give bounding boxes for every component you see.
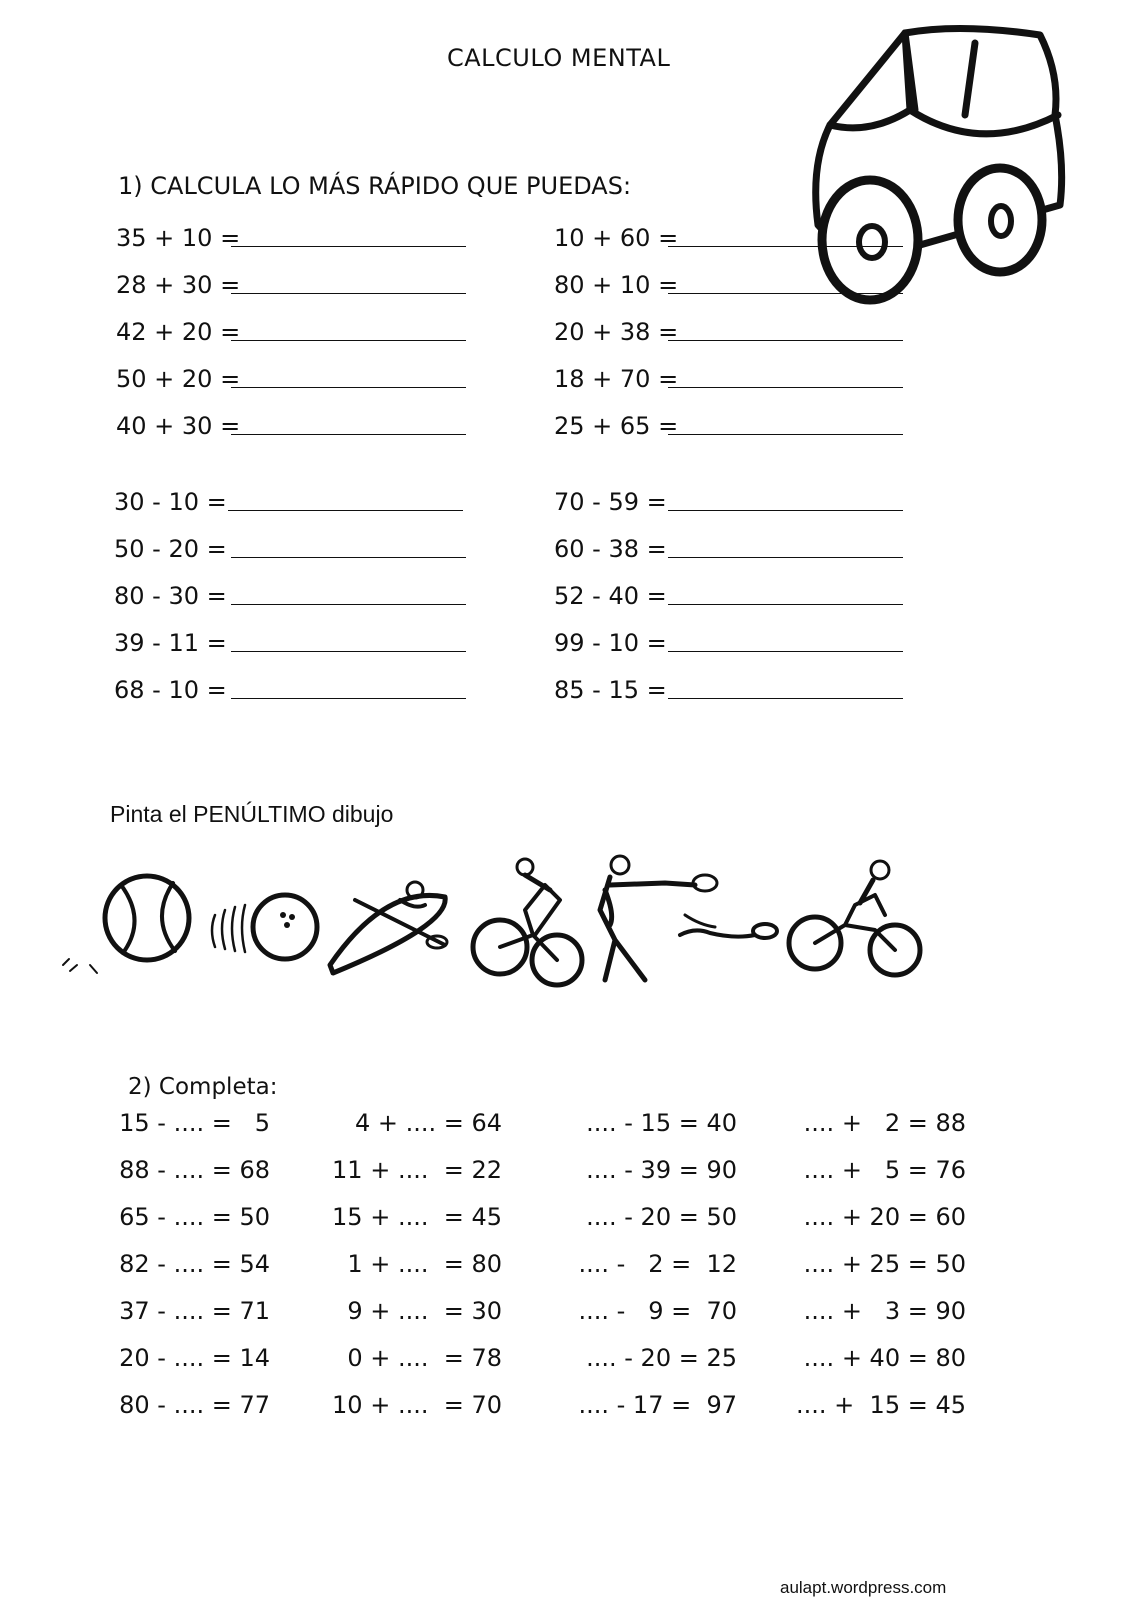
answer-line[interactable] (668, 698, 903, 699)
complete-c4-6: .... + 40 = 80 (803, 1344, 966, 1372)
complete-c2-4: 1 + .... = 80 (347, 1250, 502, 1278)
cyclist-icon[interactable] (473, 859, 582, 985)
exercise-right-4: 18 + 70 = (554, 365, 679, 393)
complete-c3-7: .... - 17 = 97 (578, 1391, 737, 1419)
answer-line[interactable] (231, 387, 466, 388)
complete-c3-5: .... - 9 = 70 (578, 1297, 737, 1325)
footer-url: aulapt.wordpress.com (780, 1578, 947, 1597)
answer-line[interactable] (668, 651, 903, 652)
answer-line[interactable] (668, 557, 903, 558)
exercise-left-1: 35 + 10 = (116, 224, 241, 252)
answer-line[interactable] (231, 698, 466, 699)
motorcyclist-icon[interactable] (789, 861, 920, 975)
exercise-right-6: 70 - 59 = (554, 488, 667, 516)
complete-c3-3: .... - 20 = 50 (586, 1203, 737, 1231)
complete-c1-7: 80 - .... = 77 (119, 1391, 270, 1419)
exercise-left-9: 39 - 11 = (114, 629, 227, 657)
complete-c2-3: 15 + .... = 45 (332, 1203, 502, 1231)
complete-c4-4: .... + 25 = 50 (803, 1250, 966, 1278)
boxer-icon[interactable] (600, 856, 717, 980)
answer-line[interactable] (231, 434, 466, 435)
complete-c3-4: .... - 2 = 12 (578, 1250, 737, 1278)
pinta-instruction: Pinta el PENÚLTIMO dibujo (110, 801, 394, 827)
answer-line[interactable] (668, 434, 903, 435)
complete-c1-4: 82 - .... = 54 (119, 1250, 270, 1278)
answer-line[interactable] (668, 246, 903, 247)
complete-c1-6: 20 - .... = 14 (119, 1344, 270, 1372)
sports-drawings-row (55, 855, 945, 1015)
complete-c3-1: .... - 15 = 40 (586, 1109, 737, 1137)
exercise-left-10: 68 - 10 = (114, 676, 227, 704)
complete-c3-6: .... - 20 = 25 (586, 1344, 737, 1372)
complete-c2-1: 4 + .... = 64 (354, 1109, 502, 1137)
exercise-left-4: 50 + 20 = (116, 365, 241, 393)
answer-line[interactable] (668, 340, 903, 341)
answer-line[interactable] (231, 340, 466, 341)
complete-c4-3: .... + 20 = 60 (803, 1203, 966, 1231)
complete-c2-6: 0 + .... = 78 (347, 1344, 502, 1372)
answer-line[interactable] (668, 604, 903, 605)
complete-c2-7: 10 + .... = 70 (332, 1391, 502, 1419)
answer-line[interactable] (231, 604, 466, 605)
exercise-left-7: 50 - 20 = (114, 535, 227, 563)
exercise-right-5: 25 + 65 = (554, 412, 679, 440)
answer-line[interactable] (231, 293, 466, 294)
answer-line[interactable] (668, 510, 903, 511)
complete-c1-3: 65 - .... = 50 (119, 1203, 270, 1231)
exercise-left-8: 80 - 30 = (114, 582, 227, 610)
complete-c4-2: .... + 5 = 76 (803, 1156, 966, 1184)
exercise-right-7: 60 - 38 = (554, 535, 667, 563)
exercise-right-9: 99 - 10 = (554, 629, 667, 657)
exercise-left-2: 28 + 30 = (116, 271, 241, 299)
complete-c4-5: .... + 3 = 90 (803, 1297, 966, 1325)
exercise-left-3: 42 + 20 = (116, 318, 241, 346)
answer-line[interactable] (231, 651, 466, 652)
kayak-icon[interactable] (330, 882, 447, 973)
answer-line[interactable] (668, 387, 903, 388)
answer-line[interactable] (668, 293, 903, 294)
complete-c4-1: .... + 2 = 88 (803, 1109, 966, 1137)
exercise-right-8: 52 - 40 = (554, 582, 667, 610)
exercise-left-6: 30 - 10 = (114, 488, 227, 516)
tennis-ball-icon[interactable] (63, 876, 189, 973)
complete-c1-1: 15 - .... = 5 (119, 1109, 270, 1137)
section1-heading: 1) CALCULA LO MÁS RÁPIDO QUE PUEDAS: (118, 172, 632, 200)
swimmer-icon[interactable] (680, 915, 777, 938)
answer-line[interactable] (231, 246, 466, 247)
section2-heading: 2) Completa: (128, 1074, 278, 1100)
complete-c2-2: 11 + .... = 22 (332, 1156, 502, 1184)
answer-line[interactable] (231, 557, 466, 558)
answer-line[interactable] (228, 510, 463, 511)
exercise-left-5: 40 + 30 = (116, 412, 241, 440)
exercise-right-10: 85 - 15 = (554, 676, 667, 704)
exercise-right-1: 10 + 60 = (554, 224, 679, 252)
complete-c1-2: 88 - .... = 68 (119, 1156, 270, 1184)
complete-c4-7: .... + 15 = 45 (796, 1391, 966, 1419)
exercise-right-2: 80 + 10 = (554, 271, 679, 299)
car-illustration (810, 15, 1080, 305)
complete-c1-5: 37 - .... = 71 (119, 1297, 270, 1325)
complete-c2-5: 9 + .... = 30 (347, 1297, 502, 1325)
bowling-ball-icon[interactable] (212, 895, 317, 959)
exercise-right-3: 20 + 38 = (554, 318, 679, 346)
page-title: CALCULO MENTAL (447, 44, 671, 72)
complete-c3-2: .... - 39 = 90 (586, 1156, 737, 1184)
